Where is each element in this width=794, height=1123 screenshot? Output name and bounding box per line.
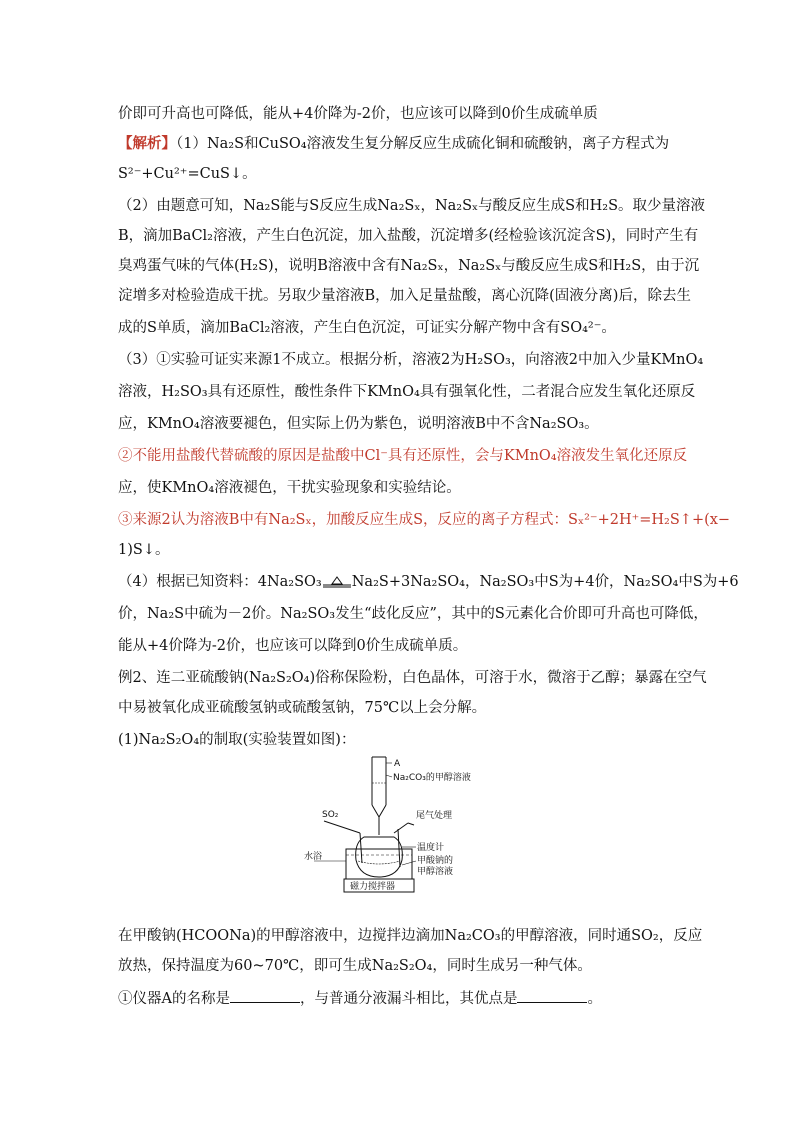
label-water: 水浴 <box>304 852 323 862</box>
text-line: 能从+4价降为-2价，也应该可以降到0价生成硫单质。 <box>118 638 468 654</box>
label-formate1: 甲酸钠的 <box>417 856 454 866</box>
text-line: 在甲酸钠(HCOONa)的甲醇溶液中，边搅拌边滴加Na₂CO₃的甲醇溶液，同时通SO₂，反应 <box>118 928 703 944</box>
text-line: 价，Na₂S中硫为－2价。Na₂SO₃发生“歧化反应”，其中的S元素化合价即可升高也可降低， <box>118 606 708 622</box>
answer-blank[interactable] <box>230 988 300 1003</box>
text-line: 例2、连二亚硫酸钠(Na₂S₂O₄)俗称保险粉，白色晶体，可溶于水，微溶于乙醇；暴露在空气 <box>118 670 707 686</box>
label-na2co3: Na₂CO₃的甲醇溶液 <box>393 773 471 783</box>
text-line: （2）由题意可知，Na₂S能与S反应生成Na₂Sₓ，Na₂Sₓ与酸反应生成S和H₂S。取少量溶液 <box>118 198 706 214</box>
text-line: 淀增多对检验造成干扰。另取少量溶液B，加入足量盐酸，离心沉降(固液分离)后，除去生 <box>118 288 691 304</box>
label-so2: SO₂ <box>322 810 339 820</box>
label-formate2: 甲醇溶液 <box>417 867 454 877</box>
apparatus-diagram <box>304 755 474 895</box>
label-thermo: 温度计 <box>417 843 445 853</box>
text-line: （3）①实验可证实来源1不成立。根据分析，溶液2为H₂SO₃，向溶液2中加入少量KMnO₄ <box>118 352 704 368</box>
text-line: 价即可升高也可降低，能从+4价降为-2价，也应该可以降到0价生成硫单质 <box>118 106 598 122</box>
text-span: ，与普通分液漏斗相比，其优点是 <box>299 991 518 1007</box>
text-span: 。 <box>587 991 602 1007</box>
apparatus-svg <box>304 755 474 895</box>
text-line: 臭鸡蛋气味的气体(H₂S)，说明B溶液中含有Na₂Sₓ，Na₂Sₓ与酸反应生成S和H₂S，由于沉 <box>118 258 700 274</box>
text-line: 放热，保持温度为60~70℃，即可生成Na₂S₂O₄，同时生成另一种气体。 <box>118 958 592 974</box>
text-line: 应，使KMnO₄溶液褪色，干扰实验现象和实验结论。 <box>118 480 461 496</box>
answer-blank[interactable] <box>517 988 587 1003</box>
text-line: 溶液，H₂SO₃具有还原性，酸性条件下KMnO₄具有强氧化性，二者混合应发生氧化还原反 <box>118 384 696 400</box>
equation-line <box>118 572 739 592</box>
text-line: 中易被氧化成亚硫酸氢钠或硫酸氢钠，75℃以上会分解。 <box>118 700 487 716</box>
text-span: （4）根据已知资料：4Na₂SO₃ <box>118 574 322 590</box>
text-line: 应，KMnO₄溶液要褪色，但实际上仍为紫色，说明溶液B中不含Na₂SO₃。 <box>118 416 599 432</box>
question-line <box>118 988 688 1008</box>
text-span: ①仪器A的名称是 <box>118 991 230 1007</box>
label-a: A <box>394 759 401 769</box>
analysis-tag: 【解析】 <box>118 135 176 152</box>
text-span: Na₂S+3Na₂SO₄，Na₂SO₃中S为+4价，Na₂SO₄中S为+6 <box>351 574 739 590</box>
text-line: 成的S单质，滴加BaCl₂溶液，产生白色沉淀，可证实分解产物中含有SO₄²⁻。 <box>118 320 616 336</box>
text-span: （1）Na₂S和CuSO₄溶液发生复分解反应生成硫化铜和硫酸钠，离子方程式为 <box>176 136 670 152</box>
label-stirrer: 磁力搅拌器 <box>350 882 396 892</box>
heat-triangle-icon <box>322 576 352 588</box>
text-line: 1)S↓。 <box>118 542 170 558</box>
text-line: S²⁻+Cu²⁺=CuS↓。 <box>118 166 257 182</box>
text-line-highlight: ③来源2认为溶液B中有Na₂Sₓ，加酸反应生成S，反应的离子方程式：Sₓ²⁻+2H⁺=H₂S↑+(x− <box>118 512 731 528</box>
text-line: B，滴加BaCl₂溶液，产生白色沉淀，加入盐酸，沉淀增多(经检验该沉淀含S)，同时产生有 <box>118 228 699 244</box>
text-line-highlight: ②不能用盐酸代替硫酸的原因是盐酸中Cl⁻具有还原性，会与KMnO₄溶液发生氧化还原反 <box>118 448 688 464</box>
analysis-line <box>118 134 688 154</box>
text-line: (1)Na₂S₂O₄的制取(实验装置如图)： <box>118 732 356 748</box>
label-tail: 尾气处理 <box>416 811 453 821</box>
